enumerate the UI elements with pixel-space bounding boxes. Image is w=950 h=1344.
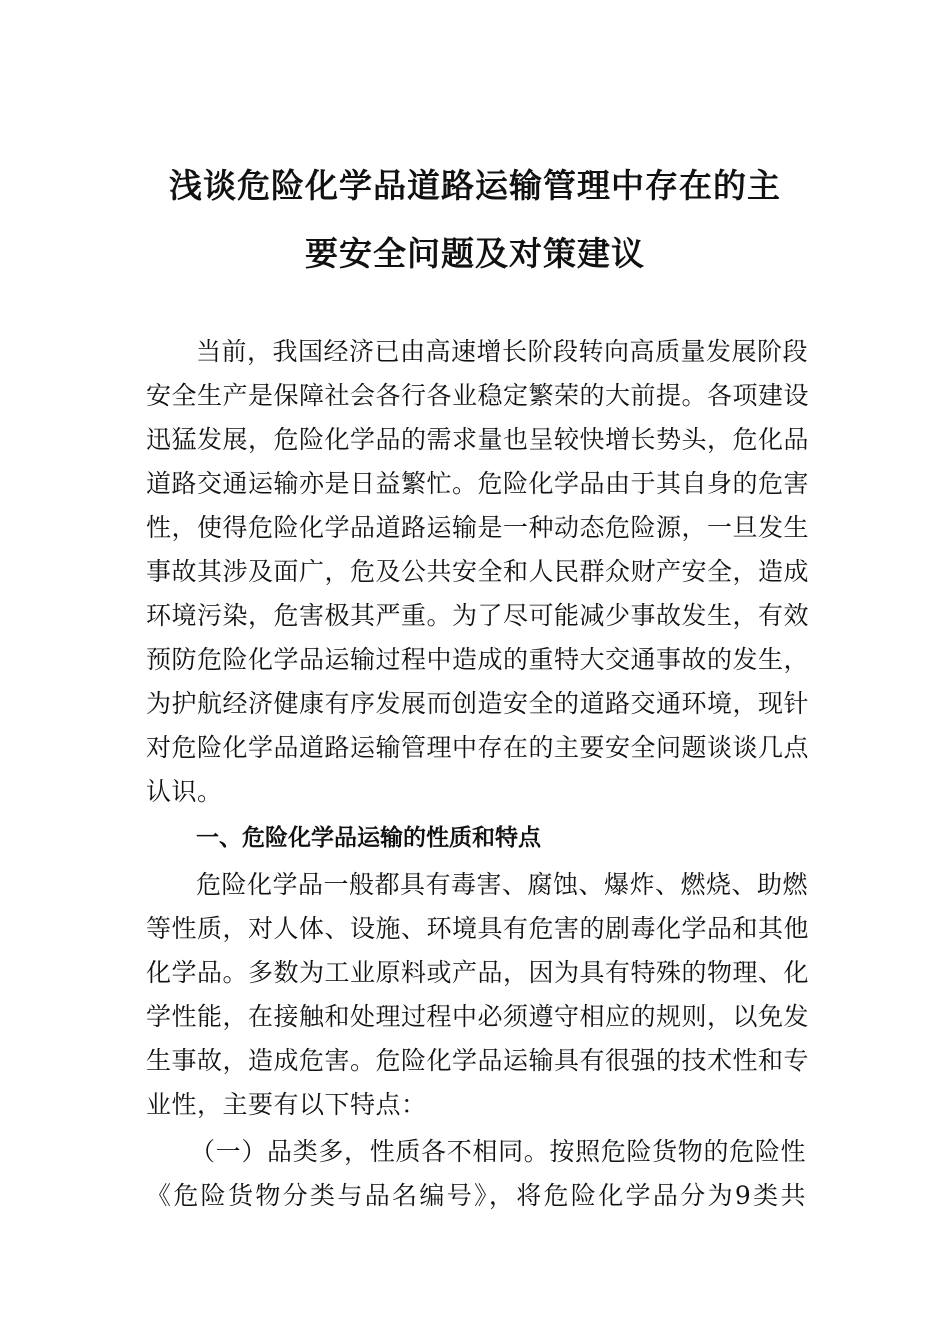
paragraph-1-line-7: 环境污染，危害极其严重。为了尽可能减少事故发生，有效: [146, 601, 810, 630]
paragraph-1-line-10: 对危险化学品道路运输管理中存在的主要安全问题谈谈几点: [146, 733, 810, 762]
paragraph-3-line-2: 《危险货物分类与品名编号》，将危险化学品分为9类共: [146, 1181, 806, 1210]
paragraph-2-line-3: 化学品。多数为工业原料或产品，因为具有特殊的物理、化: [146, 958, 810, 987]
paragraph-2-line-4: 学性能，在接触和处理过程中必须遵守相应的规则，以免发: [146, 1002, 810, 1031]
paragraph-1-line-4: 道路交通运输亦是日益繁忙。危险化学品由于其自身的危害: [146, 469, 810, 498]
paragraph-1-line-1: 当前，我国经济已由高速增长阶段转向高质量发展阶段: [196, 337, 809, 366]
document-title-line-1: 浅谈危险化学品道路运输管理中存在的主: [169, 166, 781, 205]
paragraph-2-line-1: 危险化学品一般都具有毒害、腐蚀、爆炸、燃烧、助燃: [196, 870, 809, 899]
paragraph-1-line-5: 性，使得危险化学品道路运输是一种动态危险源，一旦发生: [146, 513, 810, 542]
section-1-heading: 一、危险化学品运输的性质和特点: [196, 825, 541, 851]
paragraph-1-line-11: 认识。: [146, 777, 223, 806]
paragraph-2-line-2: 等性质，对人体、设施、环境具有危害的剧毒化学品和其他: [146, 914, 810, 943]
paragraph-1-line-3: 迅猛发展，危险化学品的需求量也呈较快增长势头，危化品: [146, 425, 810, 454]
paragraph-2-line-6: 业性，主要有以下特点：: [146, 1090, 427, 1119]
document-title-line-2: 要安全问题及对策建议: [305, 234, 645, 273]
paragraph-2-line-5: 生事故，造成危害。危险化学品运输具有很强的技术性和专: [146, 1046, 810, 1075]
paragraph-1-line-2: 安全生产是保障社会各行各业稳定繁荣的大前提。各项建设: [146, 381, 810, 410]
paragraph-1-line-6: 事故其涉及面广，危及公共安全和人民群众财产安全，造成: [146, 557, 810, 586]
paragraph-1-line-8: 预防危险化学品运输过程中造成的重特大交通事故的发生，: [146, 645, 810, 674]
paragraph-1-line-9: 为护航经济健康有序发展而创造安全的道路交通环境，现针: [146, 689, 810, 718]
paragraph-3-line-1: （一）品类多，性质各不相同。按照危险货物的危险性: [190, 1137, 806, 1166]
